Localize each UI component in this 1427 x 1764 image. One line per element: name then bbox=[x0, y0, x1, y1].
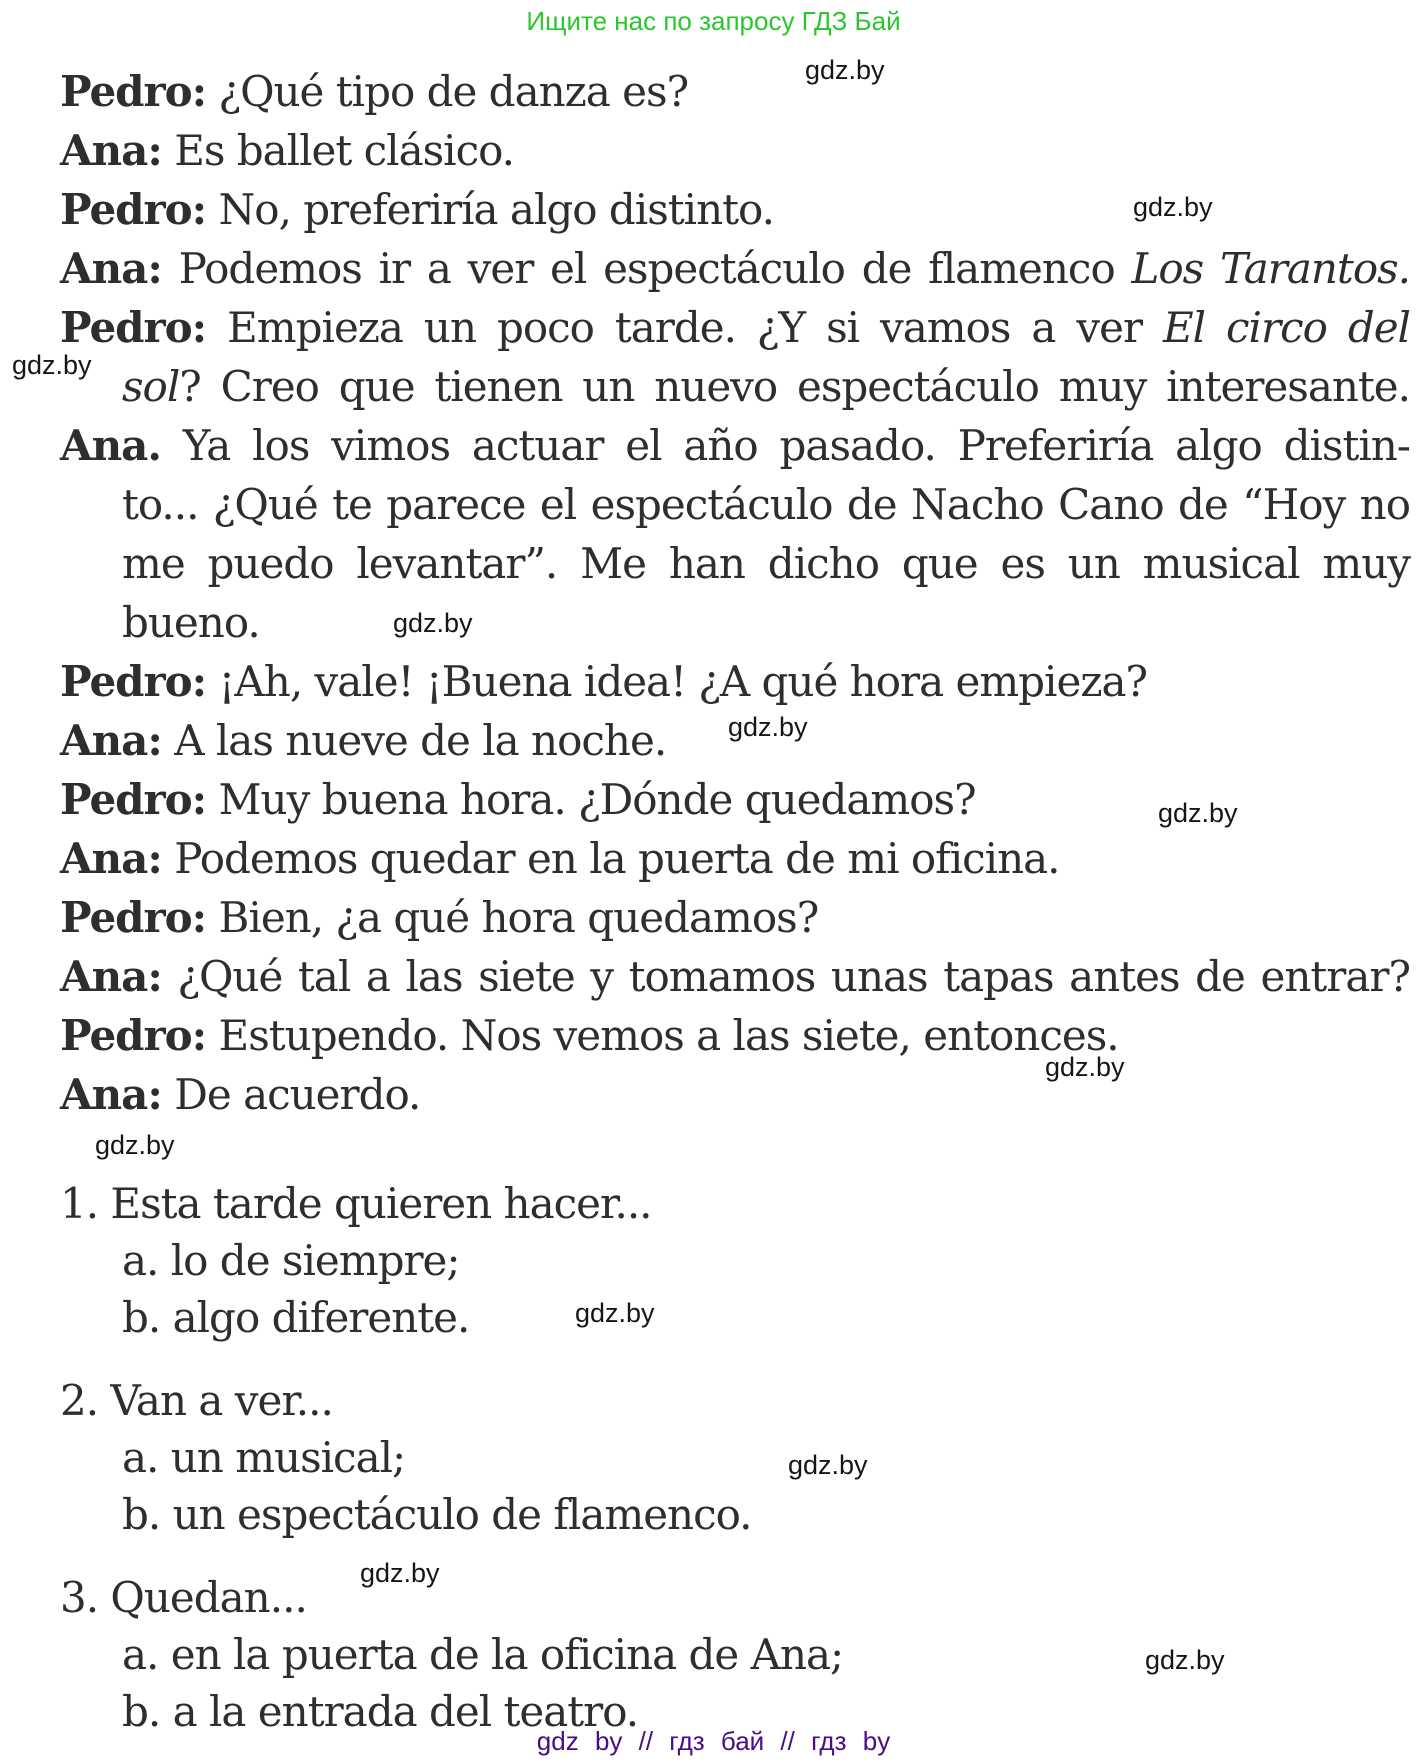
dialogue-line bbox=[60, 593, 1410, 652]
question-option: b. a la entrada del teatro. bbox=[122, 1687, 639, 1736]
watermark-gdz: gdz.by bbox=[1145, 1645, 1225, 1675]
speaker-name: Ana. bbox=[60, 421, 161, 470]
dialogue-line bbox=[60, 829, 1410, 888]
question bbox=[60, 1569, 1410, 1740]
dialogue-line bbox=[60, 711, 1410, 770]
site-promo-header: Ищите нас по запросу ГДЗ Бай bbox=[526, 6, 901, 36]
dialogue-text: Podemos ir a ver el espectáculo de flamenco bbox=[161, 244, 1132, 293]
dialogue-line bbox=[60, 62, 1410, 121]
dialogue-text: ¿Qué tipo de danza es? bbox=[206, 67, 689, 116]
speaker-name: Pedro: bbox=[60, 1011, 207, 1060]
watermark-gdz: gdz.by bbox=[393, 608, 473, 638]
question-option: b. un espectáculo de flamenco. bbox=[122, 1490, 752, 1539]
watermark-gdz: gdz.by bbox=[1133, 192, 1213, 222]
dialogue-text: A las nueve de la noche. bbox=[161, 716, 667, 765]
dialogue-line bbox=[60, 298, 1410, 357]
watermark-gdz: gdz.by bbox=[575, 1298, 655, 1328]
dialogue-text: Estupendo. Nos vemos a las siete, entonces. bbox=[206, 1011, 1119, 1060]
dialogue-text: bueno. bbox=[122, 598, 260, 647]
dialogue-text: me puedo levantar”. Me han dicho que es un musical muy bbox=[122, 539, 1410, 588]
question-option: a. un musical; bbox=[122, 1433, 406, 1482]
watermark-gdz: gdz.by bbox=[788, 1450, 868, 1480]
dialogue-line bbox=[60, 416, 1410, 475]
dialogue-line bbox=[60, 947, 1410, 1006]
dialogue-line bbox=[60, 239, 1410, 298]
dialogue-text: No, preferiría algo distinto. bbox=[206, 185, 774, 234]
speaker-name: Ana: bbox=[60, 952, 162, 1001]
dialogue-text: Bien, ¿a qué hora quedamos? bbox=[206, 893, 819, 942]
watermark-gdz: gdz.by bbox=[95, 1130, 175, 1160]
speaker-name: Ana: bbox=[60, 834, 162, 883]
question-prompt: 1. Esta tarde quieren hacer... bbox=[60, 1179, 652, 1228]
dialogue-line bbox=[60, 770, 1410, 829]
dialogue-line bbox=[60, 180, 1410, 239]
question-option: a. en la puerta de la oficina de Ana; bbox=[122, 1630, 844, 1679]
dialogue-text: ? Creo que tienen un nuevo espectáculo muy interesante. bbox=[179, 362, 1410, 411]
question-prompt: 3. Quedan... bbox=[60, 1573, 307, 1622]
dialogue-line bbox=[60, 1065, 1410, 1124]
dialogue-text: Los Tarantos. bbox=[1131, 244, 1411, 293]
site-footer: gdz by // гдз бай // гдз by bbox=[536, 1726, 891, 1756]
speaker-name: Pedro: bbox=[60, 893, 207, 942]
dialogue-line bbox=[60, 357, 1410, 416]
dialogue-text: Empieza un poco tarde. ¿Y si vamos a ver bbox=[206, 303, 1163, 352]
watermark-gdz: gdz.by bbox=[805, 55, 885, 85]
dialogue-line bbox=[60, 534, 1410, 593]
dialogue-line bbox=[60, 1006, 1410, 1065]
dialogue-text: sol bbox=[122, 362, 180, 411]
dialogue-text: to... ¿Qué te parece el espectáculo de Nacho Cano de “Hoy no bbox=[122, 480, 1410, 529]
dialogue-text: Podemos quedar en la puerta de mi oficina. bbox=[161, 834, 1060, 883]
dialogue-line bbox=[60, 121, 1410, 180]
dialogue-text: ¿Qué tal a las siete y tomamos unas tapas antes de entrar? bbox=[161, 952, 1410, 1001]
dialogue-text: De acuerdo. bbox=[161, 1070, 421, 1119]
dialogue-text: Es ballet clásico. bbox=[161, 126, 515, 175]
dialogue-text: El circo del bbox=[1163, 303, 1410, 352]
question-prompt: 2. Van a ver... bbox=[60, 1376, 333, 1425]
speaker-name: Pedro: bbox=[60, 67, 207, 116]
question-option: a. lo de siempre; bbox=[122, 1236, 460, 1285]
dialogue-line bbox=[60, 652, 1410, 711]
question bbox=[60, 1175, 1410, 1346]
dialogue-line bbox=[60, 888, 1410, 947]
dialogue bbox=[60, 62, 1410, 1124]
question-option: b. algo diferente. bbox=[122, 1293, 470, 1342]
watermark-gdz: gdz.by bbox=[1045, 1052, 1125, 1082]
question bbox=[60, 1372, 1410, 1543]
speaker-name: Pedro: bbox=[60, 185, 207, 234]
watermark-gdz: gdz.by bbox=[12, 350, 92, 380]
speaker-name: Pedro: bbox=[60, 657, 207, 706]
watermark-gdz: gdz.by bbox=[728, 712, 808, 742]
speaker-name: Pedro: bbox=[60, 775, 207, 824]
dialogue-line bbox=[60, 475, 1410, 534]
speaker-name: Ana: bbox=[60, 716, 162, 765]
questions bbox=[60, 1175, 1410, 1764]
speaker-name: Ana: bbox=[60, 126, 162, 175]
dialogue-text: ¡Ah, vale! ¡Buena idea! ¿A qué hora empieza? bbox=[206, 657, 1148, 706]
dialogue-text: Ya los vimos actuar el año pasado. Preferiría algo distin- bbox=[160, 421, 1410, 470]
speaker-name: Ana: bbox=[60, 1070, 162, 1119]
watermark-gdz: gdz.by bbox=[360, 1558, 440, 1588]
speaker-name: Pedro: bbox=[60, 303, 207, 352]
watermark-gdz: gdz.by bbox=[1158, 798, 1238, 828]
speaker-name: Ana: bbox=[60, 244, 162, 293]
dialogue-text: Muy buena hora. ¿Dónde quedamos? bbox=[206, 775, 976, 824]
